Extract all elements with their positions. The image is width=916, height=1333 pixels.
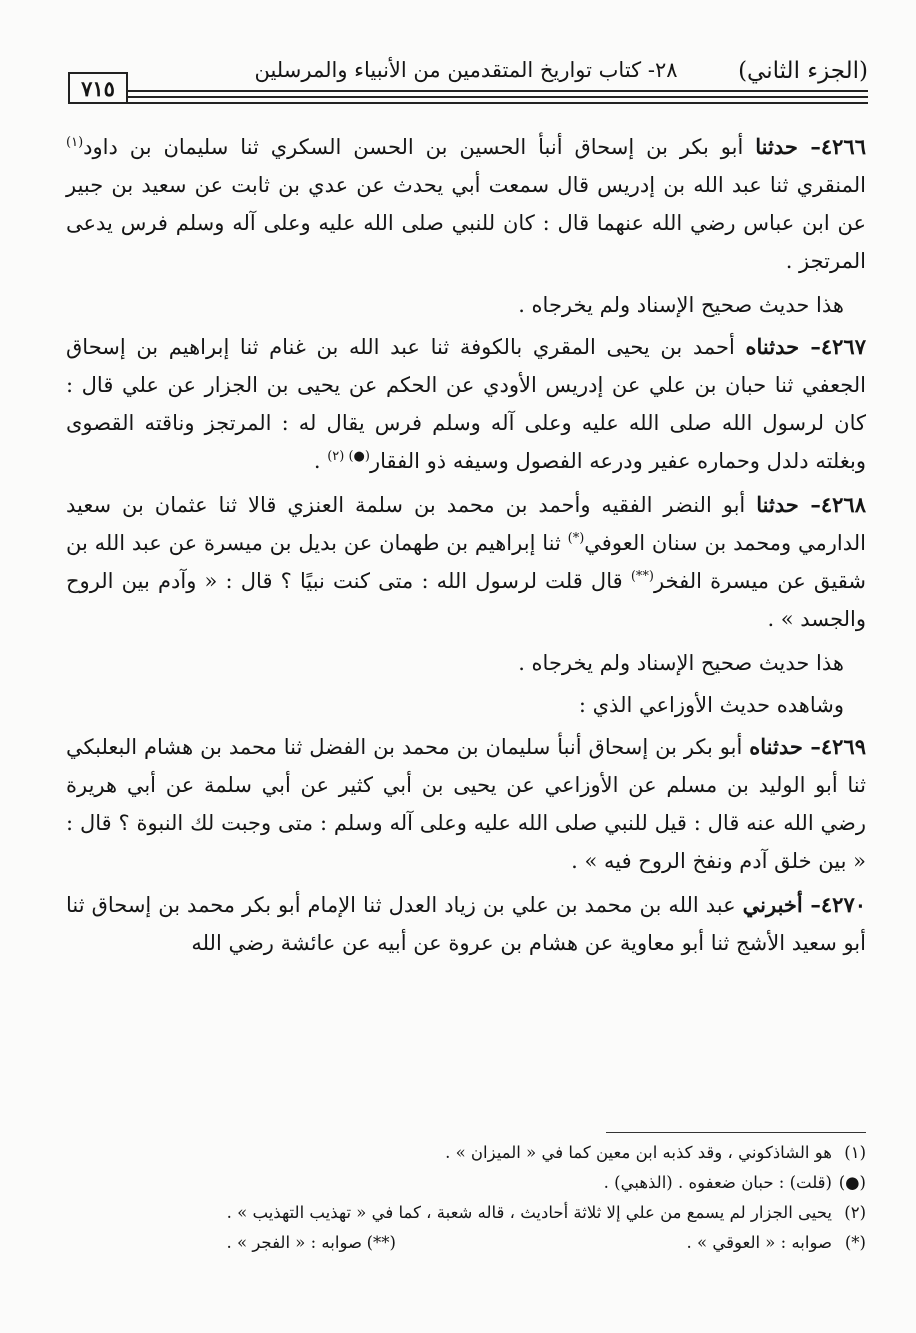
footnote-ref: (١) — [66, 135, 84, 150]
page-body — [66, 128, 866, 968]
footnote-mark: (٢) — [844, 1203, 866, 1222]
footnote-mark: (١) — [844, 1143, 866, 1162]
footnote-row — [66, 1228, 866, 1258]
narration-lead: حدثنا — [756, 492, 799, 517]
footnote-ref: (●) (٢) — [327, 449, 370, 464]
chapter-title: ٢٨- كتاب تواريخ المتقدمين من الأنبياء والمرسلين — [254, 58, 678, 82]
hadith-number: ٤٢٧٠ — [820, 892, 867, 917]
narration-lead: حدثناه — [749, 734, 803, 759]
page-number: ٧١٥ — [68, 72, 128, 104]
footnote-separator — [606, 1132, 866, 1133]
hadith-text: عبد الله بن محمد بن علي بن زياد العدل ثنا الإمام أبو بكر محمد بن إسحاق ثنا أبو سعيد الأشج ثنا أبو معاوية عن هشام بن عروة عن أبيه عن عائشة رضي الله — [66, 893, 866, 955]
hadith-number: ٤٢٦٧ — [820, 334, 866, 359]
footnote-text: صوابه : « الفجر » . — [226, 1233, 362, 1252]
footnote-mark: (*) — [844, 1233, 866, 1252]
footnote-text: هو الشاذكوني ، وقد كذبه ابن معين كما في « الميزان » . — [445, 1143, 832, 1162]
footnote-ref: (**) — [630, 569, 654, 584]
footnote-text: صوابه : « العوقي » . — [686, 1233, 832, 1252]
footnotes — [66, 1138, 866, 1258]
footnote-mark: (●) — [838, 1173, 866, 1192]
hadith-number: ٤٢٦٩ — [820, 734, 866, 759]
page-header — [66, 50, 868, 110]
hadith-text: أحمد بن يحيى المقري بالكوفة ثنا عبد الله بن غنام ثنا إبراهيم بن إسحاق الجعفي ثنا حبان بن علي عن إدريس الأودي عن الحكم عن يحيى بن الجزار عن علي قال : كان لرسول الله صلى الله عليه وعلى آله وسلم فرس يقال له : المرتجز وناقته القصوى وبغلته دلدل وحماره عفير ودرعه الفصول وسيفه ذو الفقار — [66, 335, 866, 473]
hadith-4267: ٤٢٦٧– حدثناه أحمد بن يحيى المقري بالكوفة ثنا عبد الله بن غنام ثنا إبراهيم بن إسحاق الجعفي ثنا حبان بن علي عن إدريس الأودي عن الحكم عن يحيى بن الجزار عن علي قال : كان لرسول الله صلى الله عليه وعلى آله وسلم فرس يقال له : المرتجز وناقته القصوى وبغلته دلدل وحماره عفير ودرعه الفصول وسيفه ذو الفقار$^{(●) (٢)}$ . — [66, 334, 866, 473]
hadith-number: ٤٢٦٨ — [820, 492, 866, 517]
footnote-ref: (*) — [567, 531, 585, 546]
footnote — [66, 1198, 866, 1228]
footnote-text: (قلت) : حبان ضعفوه . (الذهبي) . — [603, 1173, 832, 1192]
hadith-text: ثنا إبراهيم بن طهمان عن بديل بن ميسرة عن عبد الله بن شقيق عن ميسرة الفخر — [66, 531, 866, 593]
hadith-comment: وشاهده حديث الأوزاعي الذي : — [578, 693, 844, 717]
hadith-text: أبو النضر الفقيه وأحمد بن محمد بن سلمة العنزي قالا ثنا عثمان بن سعيد الدارمي ومحمد بن سنان العوفي — [66, 493, 866, 555]
hadith-4268: ٤٢٦٨– حدثنا أبو النضر الفقيه وأحمد بن محمد بن سلمة العنزي قالا ثنا عثمان بن سعيد الدارمي ومحمد بن سنان العوفي(*) ثنا إبراهيم بن طهمان عن بديل بن ميسرة عن عبد الله بن شقيق عن ميسرة الفخر(**) قال قلت لرسول الله : متى كنت نبيًا ؟ قال : « وآدم بين الروح والجسد » . — [66, 492, 866, 631]
hadith-text: أبو بكر بن إسحاق أنبأ الحسين بن الحسن السكري ثنا سليمان بن داود — [83, 135, 744, 159]
narration-lead: حدثنا — [755, 134, 798, 159]
header-rule — [128, 96, 868, 98]
narration-lead: حدثناه — [745, 334, 800, 359]
hadith-text: . — [313, 449, 321, 473]
footnote — [66, 1138, 866, 1168]
hadith-comment: هذا حديث صحيح الإسناد ولم يخرجاه . — [518, 293, 844, 317]
header-rule — [128, 90, 868, 92]
footnote — [227, 1228, 397, 1258]
hadith-comment: هذا حديث صحيح الإسناد ولم يخرجاه . — [518, 651, 844, 675]
narration-lead: أخبرني — [742, 892, 803, 917]
hadith-4266: ٤٢٦٦– حدثنا أبو بكر بن إسحاق أنبأ الحسين بن الحسن السكري ثنا سليمان بن داود$^{(١)}$ المنقري ثنا عبد الله بن إدريس قال سمعت أبي يحدث عن عدي بن ثابت عن سعيد بن جبير عن ابن عباس رضي الله عنهما قال : كان للنبي صلى الله عليه وعلى آله وسلم فرس يدعى المرتجز . — [66, 134, 867, 273]
hadith-4269: ٤٢٦٩– حدثناه أبو بكر بن إسحاق أنبأ سليمان بن محمد بن الفضل ثنا محمد بن هشام البعلبكي ثنا أبو الوليد بن مسلم عن الأوزاعي عن يحيى بن أبي كثير عن أبي سلمة عن أبي هريرة رضي الله عنه قال : قيل للنبي صلى الله عليه وعلى آله وسلم : متى وجبت لك النبوة ؟ قال : « بين خلق آدم ونفخ الروح فيه » . — [66, 734, 866, 873]
hadith-4270: ٤٢٧٠– أخبرني عبد الله بن محمد بن علي بن زياد العدل ثنا الإمام أبو بكر محمد بن إسحاق ثنا أبو سعيد الأشج ثنا أبو معاوية عن هشام بن عروة عن أبيه عن عائشة رضي الله — [66, 892, 867, 955]
hadith-text: المنقري ثنا عبد الله بن إدريس قال سمعت أبي يحدث عن عدي بن ثابت عن سعيد بن جبير عن ابن عباس رضي الله عنهما قال : كان للنبي صلى الله عليه وعلى آله وسلم فرس يدعى المرتجز . — [66, 173, 867, 273]
header-rule — [128, 102, 868, 104]
footnote-mark: (**) — [366, 1233, 396, 1252]
footnote — [66, 1168, 866, 1198]
hadith-text: أبو بكر بن إسحاق أنبأ سليمان بن محمد بن الفضل ثنا محمد بن هشام البعلبكي ثنا أبو الوليد بن مسلم عن الأوزاعي عن يحيى بن أبي كثير عن أبي سلمة عن أبي هريرة رضي الله عنه قال : قيل للنبي صلى الله عليه وعلى آله وسلم : متى وجبت لك النبوة ؟ قال : « بين خلق آدم ونفخ الروح فيه » . — [66, 735, 866, 873]
footnote — [396, 1228, 866, 1258]
hadith-text: قال قلت لرسول الله : متى كنت نبيًا ؟ قال : « وآدم بين الروح والجسد » . — [66, 569, 866, 631]
hadith-number: ٤٢٦٦ — [820, 134, 866, 159]
volume-label: (الجزء الثاني) — [738, 58, 868, 84]
footnote-text: يحيى الجزار لم يسمع من علي إلا ثلاثة أحاديث ، قاله شعبة ، كما في « تهذيب التهذيب » . — [226, 1203, 832, 1222]
